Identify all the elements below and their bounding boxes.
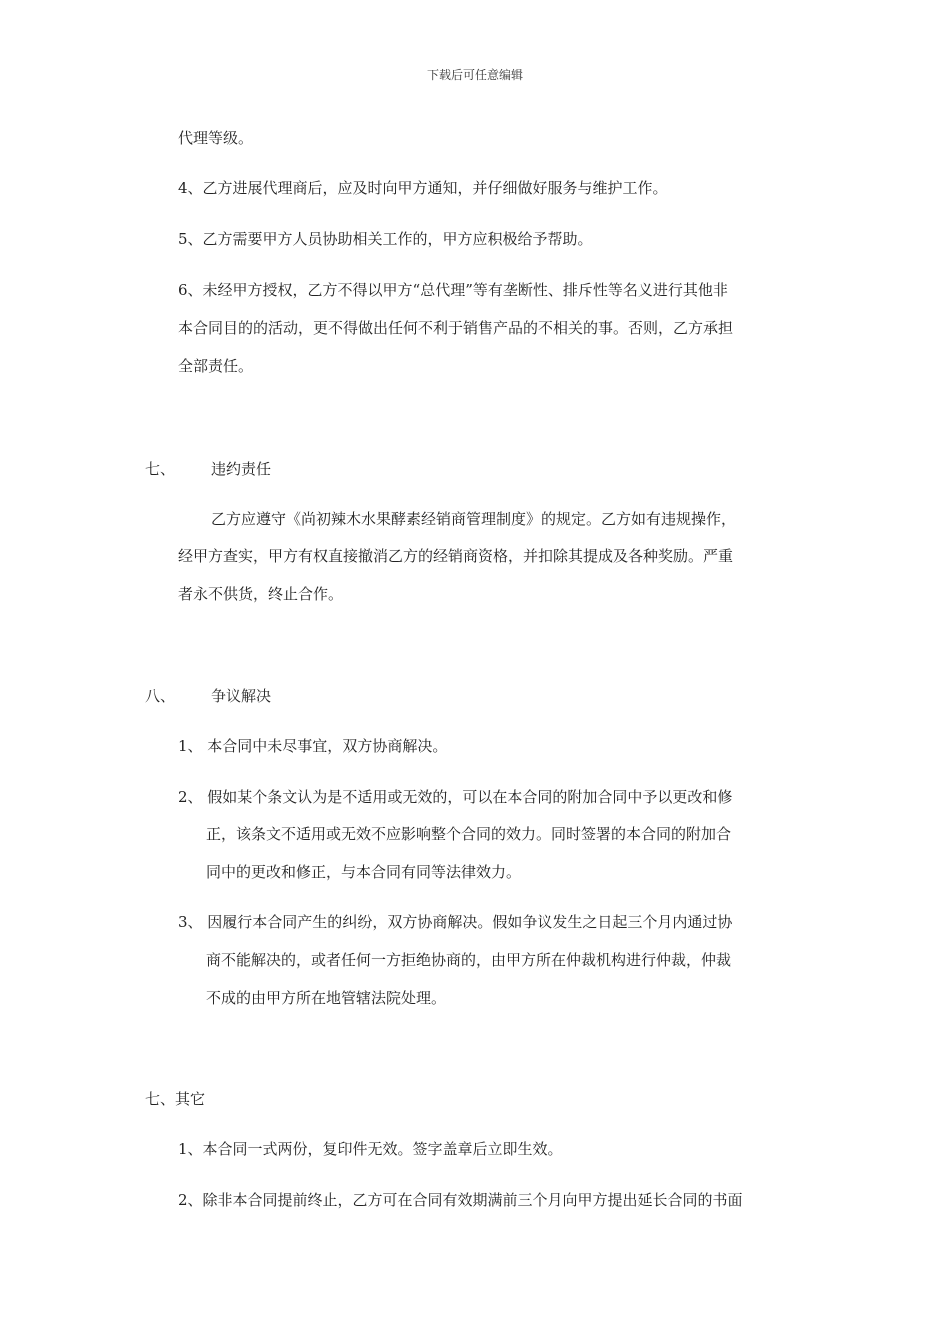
dispute-item-3-line-1: 3、 因履行本合同产生的纠纷，双方协商解决。假如争议发生之日起三个月内通过协 bbox=[178, 913, 733, 931]
section-heading-dispute bbox=[145, 686, 271, 706]
breach-paragraph-line-2: 经甲方查实，甲方有权直接撤消乙方的经销商资格，并扣除其提成及各种奖励。严重 bbox=[178, 547, 734, 565]
clause-item-6-line-1: 6、未经甲方授权，乙方不得以甲方“总代理”等有垄断性、排斥性等名义进行其他非 bbox=[178, 281, 728, 299]
dispute-item-3-line-3: 不成的由甲方所在地管辖法院处理。 bbox=[206, 989, 447, 1007]
clause-item-6-line-3: 全部责任。 bbox=[178, 357, 254, 375]
dispute-item-2-line-3: 同中的更改和修正，与本合同有同等法律效力。 bbox=[206, 863, 522, 881]
other-item-2: 2、除非本合同提前终止，乙方可在合同有效期满前三个月向甲方提出延长合同的书面 bbox=[178, 1191, 743, 1209]
section-number: 七、 bbox=[145, 460, 176, 478]
header-note: 下载后可任意编辑 bbox=[426, 68, 523, 82]
dispute-item-1: 1、 本合同中未尽事宜，双方协商解决。 bbox=[178, 737, 448, 755]
section-title: 争议解决 bbox=[211, 687, 272, 705]
breach-paragraph-line-1: 乙方应遵守《尚初辣木水果酵素经销商管理制度》的规定。乙方如有违规操作， bbox=[211, 510, 737, 528]
dispute-item-2-line-2: 正，该条文不适用或无效不应影响整个合同的效力。同时签署的本合同的附加合 bbox=[206, 825, 732, 843]
section-title: 违约责任 bbox=[211, 460, 272, 478]
dispute-item-3-line-2: 商不能解决的，或者任何一方拒绝协商的，由甲方所在仲裁机构进行仲裁，仲裁 bbox=[206, 951, 732, 969]
continuation-text: 代理等级。 bbox=[178, 129, 254, 147]
clause-item-4: 4、乙方进展代理商后，应及时向甲方通知，并仔细做好服务与维护工作。 bbox=[178, 179, 668, 197]
dispute-item-2-line-1: 2、 假如某个条文认为是不适用或无效的，可以在本合同的附加合同中予以更改和修 bbox=[178, 788, 733, 806]
other-item-1: 1、本合同一式两份，复印件无效。签字盖章后立即生效。 bbox=[178, 1140, 563, 1158]
section-number: 八、 bbox=[145, 687, 176, 705]
clause-item-6-line-2: 本合同目的的活动，更不得做出任何不利于销售产品的不相关的事。否则，乙方承担 bbox=[178, 319, 734, 337]
clause-item-5: 5、乙方需要甲方人员协助相关工作的，甲方应积极给予帮助。 bbox=[178, 230, 593, 248]
section-heading-breach bbox=[145, 459, 271, 479]
section-heading-other: 七、其它 bbox=[145, 1090, 206, 1108]
breach-paragraph-line-3: 者永不供货，终止合作。 bbox=[178, 585, 344, 603]
